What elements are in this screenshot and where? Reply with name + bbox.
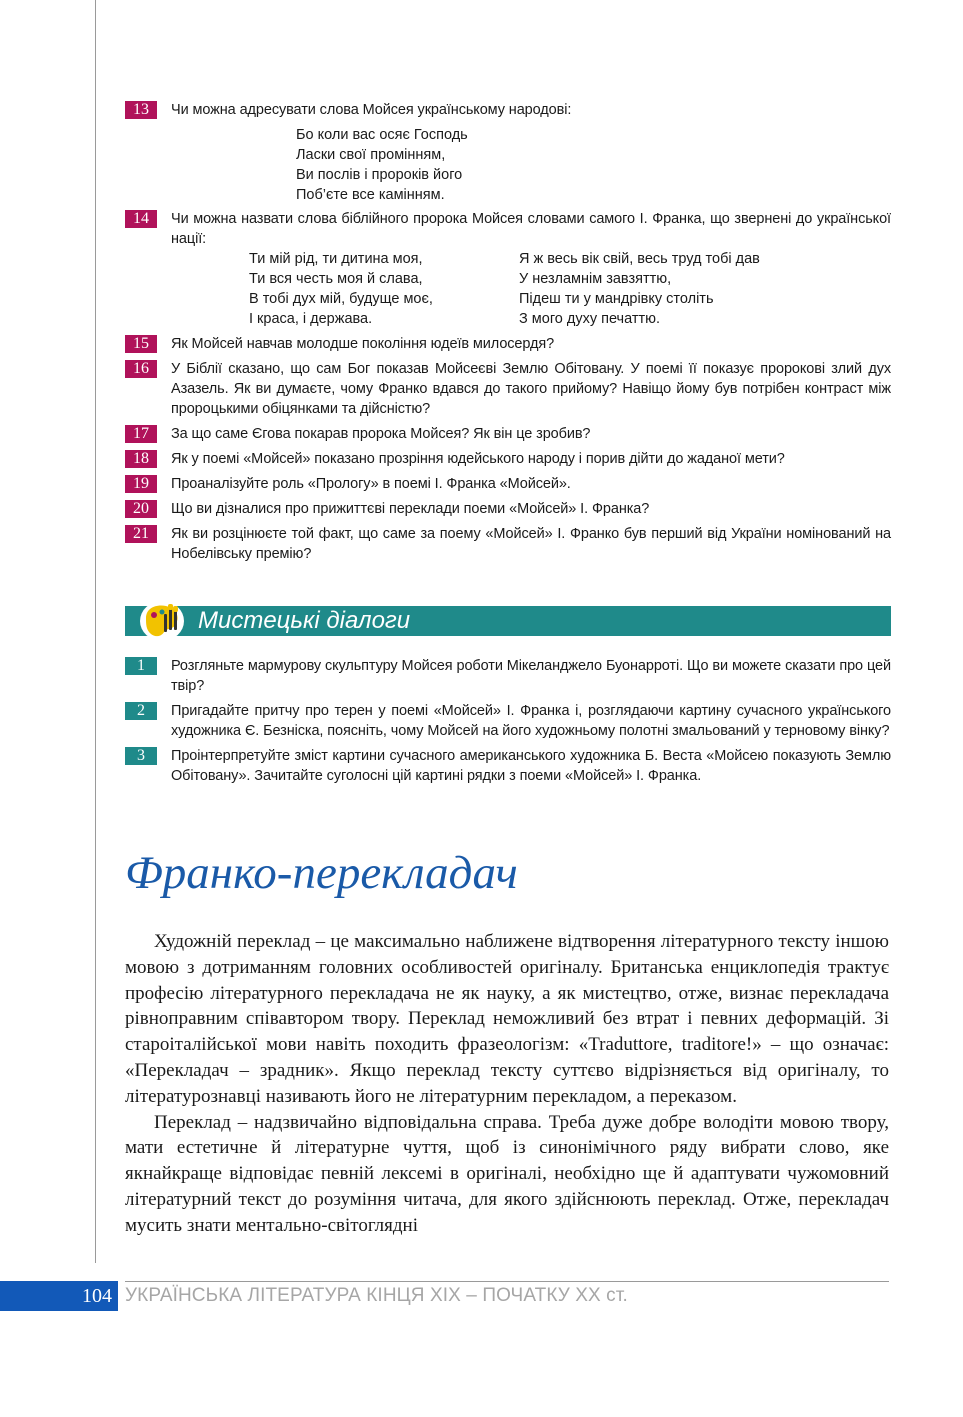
dialog-text: Пригадайте притчу про терен у поемі «Мойсей» І. Франка і, розглядаючи картину сучасного українського художника Є. Безніска, поясніть, чому Мойсей на його художньому полотні змальований у терновому вінку? [171, 703, 891, 739]
dialog-text: Розгляньте мармурову скульптуру Мойсея роботи Мікеланджело Буонарроті. Що ви можете сказати про цей твір? [171, 658, 891, 694]
question-number: 15 [125, 335, 157, 353]
question-number: 18 [125, 450, 157, 468]
section-banner [125, 606, 891, 636]
poem-line: Ви послів і пророків його [296, 167, 463, 183]
poem-line: В тобі дух мій, будуще моє, [249, 291, 433, 307]
section-title: Мистецькі діалоги [198, 607, 411, 634]
poem-14 [249, 249, 891, 329]
poem-line: Ласки свої промінням, [296, 147, 446, 163]
palette-icon [138, 598, 192, 649]
poem-line: Підеш ти у мандрівку століть [519, 291, 714, 307]
question-text: Як Мойсей навчав молодше покоління юдеїв милосердя? [171, 336, 555, 352]
question-text: Чи можна адресувати слова Мойсея українському народові: [171, 102, 572, 118]
question-text: Як у поемі «Мойсей» показано прозріння юдейського народу і порив дійти до жаданої мети? [171, 451, 785, 467]
poem-line: З мого духу печаттю. [519, 311, 661, 327]
poem-13 [296, 125, 891, 205]
dialogs-section [125, 656, 891, 791]
chapter-heading: Франко-перекладач [125, 847, 518, 899]
paragraph: Художній переклад – це максимально наближене відтворення літературного тексту іншою мовою з дотриманням головних особливостей оригіналу. Британська енциклопедія трактує професію літературного перекладача не як науку, а як мистецтво, отже, визнає перекладача рівноправним співавтором твору. Переклад неможливий без втрат і певних деформацій. Зі староіталійської мови навіть походить фразеологізм: «Traduttore, traditore!» – що означає: «Перекладач – зрадник». Якщо переклад тексту суттєво відрізняється від оригіналу, то літературознавці називають його не літературним перекладом, а переказом. [125, 931, 889, 1107]
poem-line: І краса, і держава. [249, 311, 373, 327]
dialog-number: 3 [125, 747, 157, 765]
dialog-item [125, 656, 891, 696]
question-number: 17 [125, 425, 157, 443]
poem-line: Поб’єте все камінням. [296, 187, 445, 203]
poem-line: Бо коли вас осяє Господь [296, 127, 468, 143]
question-item [125, 359, 891, 419]
question-item [125, 449, 891, 469]
body-text [125, 929, 889, 1239]
poem-line: Я ж весь вік свій, весь труд тобі дав [519, 251, 760, 267]
question-text: Чи можна назвати слова біблійного пророка Мойсея словами самого І. Франка, що звернені до української нації: [171, 211, 891, 247]
question-number: 14 [125, 210, 157, 228]
question-item [125, 524, 891, 564]
dialog-item [125, 746, 891, 786]
page-number-box [0, 1281, 118, 1311]
margin-rule [95, 0, 96, 1263]
poem-line: У незламнім завзяттю, [519, 271, 672, 287]
paragraph: Переклад – надзвичайно відповідальна справа. Треба дуже добре володіти мовою твору, мати естетичне й літературне чуття, щоб із синонімічного ряду вибрати слово, яке якнайкраще відповідає певній лексемі в оригіналі, необхідно ще й адаптувати чужомовний літературний текст до розуміння читача, для якого здійснюють переклад. Отже, перекладач мусить знати ментально-світоглядні [125, 1111, 889, 1236]
question-text: Проаналізуйте роль «Прологу» в поемі І. Франка «Мойсей». [171, 476, 571, 492]
question-item [125, 474, 891, 494]
dialog-text: Проінтерпретуйте зміст картини сучасного американського художника Б. Веста «Мойсею показують Землю Обітовану». Зачитайте суголосні цій картині рядки з поеми «Мойсей» І. Франка. [171, 748, 891, 784]
page-number: 104 [82, 1285, 112, 1307]
question-number: 19 [125, 475, 157, 493]
poem-line: Ти вся честь моя й слава, [249, 271, 423, 287]
question-number: 20 [125, 500, 157, 518]
dialog-number: 2 [125, 702, 157, 720]
question-number: 16 [125, 360, 157, 378]
running-title: УКРАЇНСЬКА ЛІТЕРАТУРА КІНЦЯ ХІХ – ПОЧАТКУ ХХ ст. [125, 1285, 628, 1306]
poem-14-left-column [249, 249, 519, 329]
question-item [125, 100, 891, 120]
question-text: Як ви розцінюєте той факт, що саме за поему «Мойсей» І. Франко був перший від України номінований на Нобелівську премію? [171, 526, 891, 562]
question-item [125, 209, 891, 249]
question-text: У Біблії сказано, що сам Бог показав Мойсеєві Землю Обітовану. У поемі її показує пророкові злий дух Азазель. Як ви думаєте, чому Франко вдався до такого прийому? Навіщо йому був потрібен контраст між пророцькими обіцянками та дійсністю? [171, 361, 891, 417]
dialog-item [125, 701, 891, 741]
question-number: 21 [125, 525, 157, 543]
poem-14-right-column [519, 249, 760, 329]
questions-section [125, 100, 891, 569]
dialog-number: 1 [125, 657, 157, 675]
poem-line: Ти мій рід, ти дитина моя, [249, 251, 423, 267]
question-number: 13 [125, 101, 157, 119]
question-item [125, 499, 891, 519]
question-text: За що саме Єгова покарав пророка Мойсея? Як він це зробив? [171, 426, 591, 442]
question-item [125, 424, 891, 444]
question-item [125, 334, 891, 354]
question-text: Що ви дізналися про прижиттєві переклади поеми «Мойсей» І. Франка? [171, 501, 650, 517]
